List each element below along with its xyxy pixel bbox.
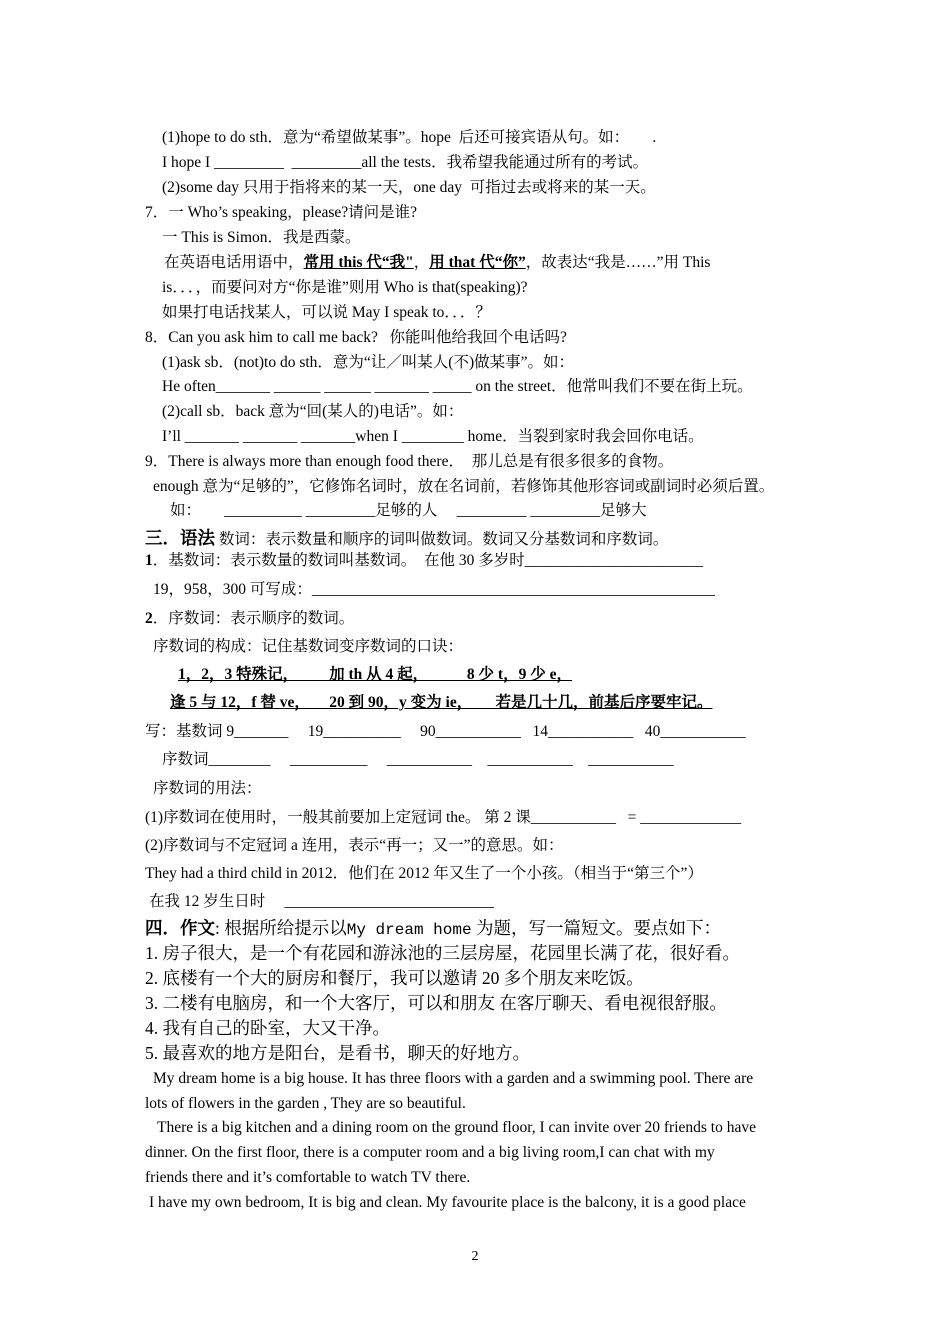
essay-point: 4. 我有自己的卧室，大又干净。: [145, 1018, 390, 1038]
text-line: (1)ask sb．(not)to do sth．意为“让／叫某人(不)做某事”。如：: [162, 354, 574, 371]
section-title: 三．语法: [145, 528, 215, 548]
text-span: : 根据所给提示以: [215, 918, 347, 938]
item-number: 1: [145, 552, 153, 569]
text-line: 如果打电话找某人，可以说 May I speak to．．．？: [162, 304, 491, 321]
section-heading: [145, 527, 668, 550]
text-line: 8．Can you ask him to call me back? 你能叫他给我回个电话吗?: [145, 329, 567, 346]
text-line: [164, 253, 710, 273]
essay-text: There is a big kitchen and a dining room on the ground floor, I can invite over 20 friends to have: [157, 1119, 756, 1136]
section-title: 四．作文: [145, 918, 215, 938]
text-span: ．基数词：表示数量的数词叫基数词。 在他 30 多岁时_______________________: [152, 552, 704, 569]
essay-text: I have my own bedroom, It is big and clean. My favourite place is the balcony, it is a good place: [149, 1194, 746, 1211]
text-line: 19，958，300 可写成：____________________________________________________: [153, 581, 715, 598]
page-number: 2: [471, 1249, 479, 1264]
text-line: enough 意为“足够的”，它修饰名词时，放在名词前，若修饰其他形容词或副词时必须后置。: [153, 478, 775, 495]
text-line: (2)序数词与不定冠词 a 连用，表示“再一；又一”的意思。如：: [145, 837, 564, 854]
text-line: 在我 12 岁生日时 ___________________________: [149, 893, 494, 910]
text-span: ，: [413, 254, 430, 271]
text-line: [145, 551, 703, 571]
text-line: 序数词的构成：记住基数词变序数词的口诀：: [153, 638, 464, 655]
text-line: (1)序数词在使用时，一般其前要加上定冠词 the。 第 2 课___________ = _____________: [145, 809, 742, 826]
text-line: is．．．，而要问对方“你是谁”则用 Who is that(speaking)?: [162, 279, 528, 296]
text-line: 写：基数词 9_______ 19__________ 90___________ 14___________ 40___________: [145, 723, 746, 740]
essay-point: 3. 二楼有电脑房，和一个大客厅，可以和朋友 在客厅聊天、看电视很舒服。: [145, 993, 727, 1013]
essay-point: 5. 最喜欢的地方是阳台，是看书，聊天的好地方。: [145, 1043, 530, 1063]
essay-text: lots of flowers in the garden , They are so beautiful.: [145, 1095, 466, 1112]
text-span: ．序数词：表示顺序的数词。: [152, 610, 355, 627]
emphasis-text: 常用 this 代“我": [303, 254, 414, 271]
rhyme-line: 逢 5 与 12，f 替 ve， 20 到 90，y 变为 ie， 若是几十几，前基后序要牢记。: [170, 694, 713, 711]
text-span: ，故表达“我是……”用 This: [525, 254, 711, 271]
essay-point: 1. 房子很大，是一个有花园和游泳池的三层房屋，花园里长满了花，很好看。: [145, 943, 740, 963]
text-line: [145, 609, 354, 629]
text-line: (2)some day 只用于指将来的某一天，one day 可指过去或将来的某一天。: [162, 179, 656, 196]
text-line: 序数词的用法：: [153, 780, 262, 797]
text-line: (1)hope to do sth．意为“希望做某事”。hope 后还可接宾语从句。如： .: [162, 129, 657, 146]
text-span: 数词：表示数量和顺序的词叫做数词。数词又分基数词和序数词。: [215, 531, 669, 548]
text-line: I hope I _________ _________all the tests．我希望我能通过所有的考试。: [162, 154, 649, 171]
section-heading: [145, 917, 721, 941]
text-line: He often_______ ______ ______ _______ _____ on the street．他常叫我们不要在街上玩。: [162, 378, 753, 395]
essay-topic: My dream home: [346, 921, 472, 939]
text-span: 为题，写一篇短文。要点如下：: [471, 918, 721, 938]
essay-point: 2. 底楼有一个大的厨房和餐厅，我可以邀请 20 多个朋友来吃饭。: [145, 968, 644, 988]
emphasis-text: 用 that 代“你”: [429, 254, 526, 271]
essay-text: My dream home is a big house. It has three floors with a garden and a swimming pool. There are: [153, 1070, 754, 1087]
text-line: They had a third child in 2012．他们在 2012 年又生了一个小孩。（相当于“第三个”）: [145, 865, 703, 882]
text-line: 9．There is always more than enough food there． 那儿总是有很多很多的食物。: [145, 453, 674, 470]
rhyme-line: 1，2，3 特殊记， 加 th 从 4 起， 8 少 t，9 少 e，: [178, 666, 572, 683]
text-span: 在英语电话用语中，: [164, 254, 304, 271]
text-line: 一 This is Simon．我是西蒙。: [162, 229, 361, 246]
text-line: I’ll _______ _______ _______when I ________ home．当裂到家时我会回你电话。: [162, 428, 704, 445]
essay-text: dinner. On the first floor, there is a computer room and a big living room,I can chat with my: [145, 1144, 715, 1161]
text-line: 7．一 Who’s speaking，please?请问是谁?: [145, 204, 418, 221]
text-line: 如： __________ _________足够的人 _________ _________足够大: [170, 502, 647, 519]
text-line: 序数词________ __________ ___________ ___________ ___________: [162, 751, 674, 768]
text-line: (2)call sb．back 意为“回(某人的)电话”。如：: [162, 403, 464, 420]
item-number: 2: [145, 610, 153, 627]
essay-text: friends there and it’s comfortable to watch TV there.: [145, 1169, 471, 1186]
